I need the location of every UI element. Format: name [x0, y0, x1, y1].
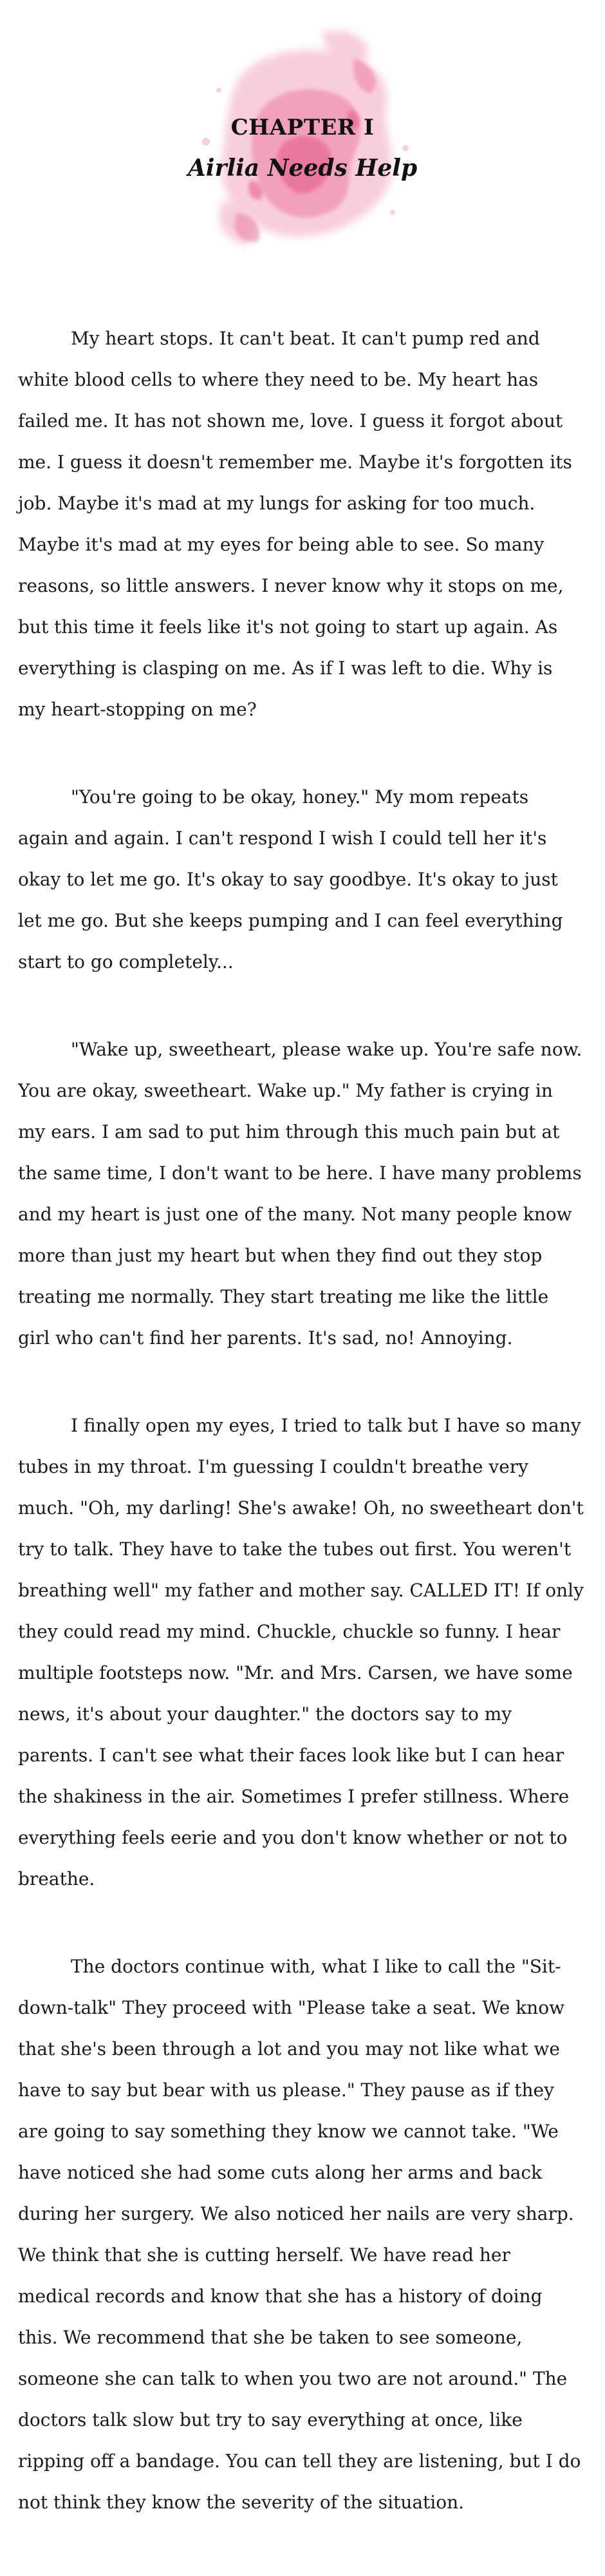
paragraph: "Wake up, sweetheart, please wake up. You're safe now. You are okay, sweetheart. Wake up." My father is crying in my ears. I am sad to put him through this much pain but at the same time, I don't want to be here. I have many problems and my heart is just one of the many. Not many people know more than just my heart but when they find out they stop treating me normally. They start treating me like the little girl who can't find her parents. It's sad, no! Annoying.	[18, 1039, 582, 1349]
chapter-body	[18, 318, 584, 2570]
watercolor-splash-graphic	[161, 19, 431, 264]
chapter-number: CHAPTER I	[230, 115, 375, 140]
paragraph: I finally open my eyes, I tried to talk but I have so many tubes in my throat. I'm guessing I couldn't breathe very much. "Oh, my darling! She's awake! Oh, no sweetheart don't try to talk. They have to take the tubes out first. You weren't breathing well" my father and mother say. CALLED IT! If only they could read my mind. Chuckle, chuckle so funny. I hear multiple footsteps now. "Mr. and Mrs. Carsen, we have some news, it's about your daughter." the doctors say to my parents. I can't see what their faces look like but I can hear the shakiness in the air. Sometimes I prefer stillness. Where everything feels eerie and you don't know whether or not to breathe.	[18, 1415, 584, 1889]
paragraph: The doctors continue with, what I like to call the "Sit-down-talk" They proceed with "Please take a seat. We know that she's been through a lot and you may not like what we have to say but bear with us please." They pause as if they are going to say something they know we cannot take. "We have noticed she had some cuts along her arms and back during her surgery. We also noticed her nails are very sharp. We think that she is cutting herself. We have read her medical records and know that she has a history of doing this. We recommend that she be taken to see someone, someone she can talk to when you two are not around." The doctors talk slow but try to say everything at once, like ripping off a bandage. You can tell they are listening, but I do not think they know the severity of the situation.	[18, 1956, 581, 2513]
paragraph: "You're going to be okay, honey." My mom repeats again and again. I can't respond I wish I could tell her it's okay to let me go. It's okay to say goodbye. It's okay to just let me go. But she keeps pumping and I can feel everything start to go completely...	[18, 786, 563, 972]
paragraph: My heart stops. It can't beat. It can't pump red and white blood cells to where they need to be. My heart has failed me. It has not shown me, love. I guess it forgot about me. I guess it doesn't remember me. Maybe it's forgotten its job. Maybe it's mad at my lungs for asking for too much. Maybe it's mad at my eyes for being able to see. So many reasons, so little answers. I never know why it stops on me, but this time it feels like it's not going to start up again. As everything is clasping on me. As if I was left to die. Why is my heart-stopping on me?	[18, 328, 572, 720]
chapter-header	[0, 0, 605, 277]
chapter-title: Airlia Needs Help	[187, 155, 418, 182]
